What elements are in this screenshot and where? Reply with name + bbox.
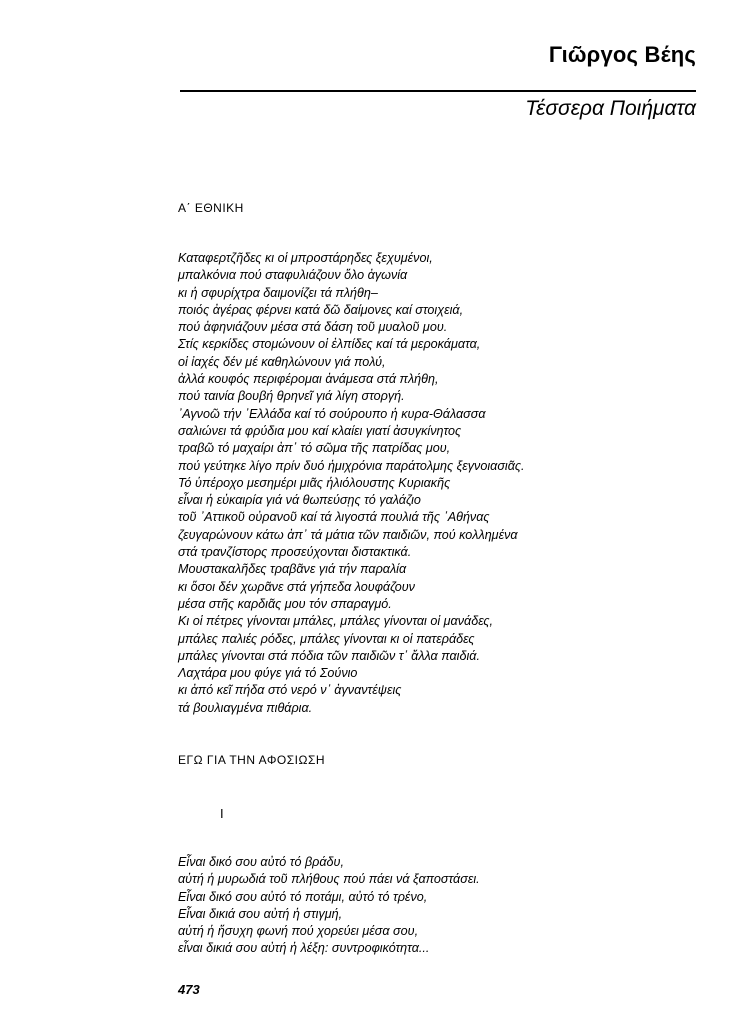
poem-line: Εἶναι δικιά σου αὐτή ἡ στιγμή, (178, 906, 343, 921)
poem-line: τοῦ ᾿Αττικοῦ οὐρανοῦ καί τά λιγοστά πουλιά τῆς ᾿Αθήνας (178, 510, 490, 525)
poem-line: Καταφερτζῆδες κι οἱ μπροστάρηδες ξεχυμένοι, (178, 251, 433, 265)
poem-line: πού γεύτηκε λίγο πρίν δυό ἡμιχρόνια παράτολμης ξεγνοιασιᾶς. (178, 458, 525, 473)
poem-line: Τό ὑπέροχο μεσημέρι μιᾶς ἡλιόλουστης Κυριακῆς (178, 475, 451, 490)
poem-line: στά τρανζίστορς προσεύχονται διστακτικά. (178, 545, 412, 560)
poem-line: ζευγαρώνουν κάτω ἀπ᾿ τά μάτια τῶν παιδιῶν, πού κολλημένα (178, 527, 518, 542)
poem-line: πού ἀφηνιάζουν μέσα στά δάση τοῦ μυαλοῦ μου. (178, 320, 448, 335)
section-heading-afosiosi: ΕΓΩ ΓΙΑ ΤΗΝ ΑΦΟΣΙΩΣΗ (178, 753, 326, 767)
poem-line: εἶναι ἡ εὐκαιρία γιά νά θωπεύσῃς τό γαλάζιο (178, 493, 421, 508)
poem-line: ἀλλά κουφός περιφέρομαι ἀνάμεσα στά πλήθη, (178, 372, 439, 387)
poem-line: τραβῶ τό μαχαίρι ἀπ᾿ τό σῶμα τῆς πατρίδας μου, (178, 441, 451, 456)
section-heading-ethniki: Α΄ ΕΘΝΙΚΗ (178, 201, 244, 215)
work-title: Τέσσερα Ποιήματα (525, 97, 696, 120)
poem-line: αὐτή ἡ μυρωδιά τοῦ πλήθους πού πάει νά ξαποστάσει. (178, 872, 480, 887)
author-name: Γιῶργος Βέης (548, 42, 696, 67)
poem-afosiosi (178, 854, 480, 958)
poem-line: μπαλκόνια πού σταφυλιάζουν ὅλο ἀγωνία (178, 268, 408, 283)
poem-line: μέσα στῆς καρδιᾶς μου τόν σπαραγμό. (178, 596, 392, 611)
poem-line: Λαχτάρα μου φύγε γιά τό Σούνιο (178, 666, 358, 681)
poem-line: ποιός ἀγέρας φέρνει κατά δῶ δαίμονες καί στοιχειά, (178, 302, 464, 317)
poem-line: αὐτή ἡ ἥσυχη φωνή πού χορεύει μέσα σου, (178, 924, 419, 939)
poem-line: Εἶναι δικό σου αὐτό τό βράδυ, (178, 855, 344, 869)
poem-line: μπάλες γίνονται στά πόδια τῶν παιδιῶν τ᾿ ἄλλα παιδιά. (178, 648, 480, 663)
poem-line: κι ἡ σφυρίχτρα δαιμονίζει τά πλήθη– (178, 285, 378, 300)
poem-line: κι ἀπό κεῖ πήδα στό νερό ν᾿ ἀγναντέψεις (178, 683, 402, 698)
poem-line: Στίς κερκίδες στομώνουν οἱ ἐλπίδες καί τά μεροκάματα, (178, 337, 481, 352)
poem-line: ᾿Αγνοῶ τήν ᾿Ελλάδα καί τό σούρουπο ἡ κυρα-Θάλασσα (178, 406, 486, 421)
poem-line: σαλιώνει τά φρύδια μου καί κλαίει γιατί ἀσυγκίνητος (178, 423, 462, 438)
poem-line: τά βουλιαγμένα πιθάρια. (178, 700, 313, 715)
poem-line: πού ταινία βουβή θρηνεῖ γιά λίγη στοργή. (178, 389, 405, 404)
poem-line: κι ὅσοι δέν χωρᾶνε στά γήπεδα λουφάζουν (178, 579, 415, 594)
header-rule (180, 90, 696, 92)
poem-line: οἱ ἰαχές δέν μέ καθηλώνουν γιά πολύ, (178, 354, 386, 369)
poem-ethniki (178, 250, 525, 717)
part-number: I (220, 806, 224, 821)
poem-line: Εἶναι δικό σου αὐτό τό ποτάμι, αὐτό τό τρένο, (178, 889, 428, 904)
page-number: 473 (178, 982, 200, 997)
poem-line: Μουστακαλῆδες τραβᾶνε γιά τήν παραλία (178, 562, 407, 577)
poem-line: Κι οἱ πέτρες γίνονται μπάλες, μπάλες γίνονται οἱ μανάδες, (178, 614, 494, 629)
poem-line: μπάλες παλιές ρόδες, μπάλες γίνονται κι οἱ πατεράδες (178, 631, 475, 646)
poem-line: εἶναι δικιά σου αὐτή ἡ λέξη: συντροφικότητα... (178, 941, 430, 956)
